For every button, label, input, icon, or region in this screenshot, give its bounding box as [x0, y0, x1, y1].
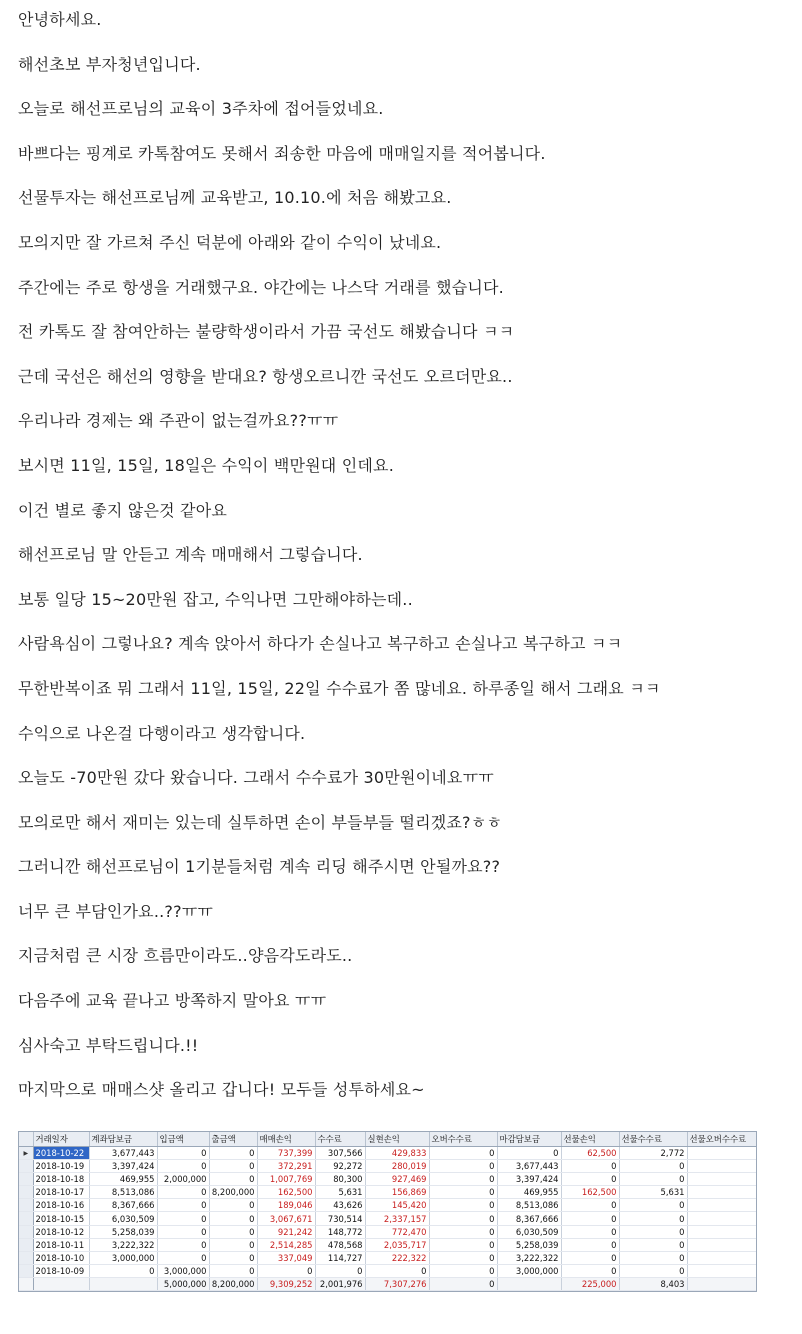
trading-journal-screenshot: [18, 1131, 757, 1292]
row-marker-cell: [19, 1251, 33, 1264]
cell-date[interactable]: 2018-10-18: [33, 1173, 89, 1186]
row-marker-cell: [19, 1212, 33, 1225]
cell-fut-fee[interactable]: 0: [619, 1212, 687, 1225]
row-marker-cell: [19, 1199, 33, 1212]
post-paragraph: 오늘로 해선프로님의 교육이 3주차에 접어들었네요.: [18, 99, 384, 119]
row-marker-cell: [19, 1225, 33, 1238]
cell-trade-pnl[interactable]: 372,291: [257, 1160, 315, 1173]
table-header-row: [19, 1132, 757, 1147]
cell-out[interactable]: 0: [209, 1251, 257, 1264]
column-header[interactable]: 매매손익: [257, 1132, 315, 1147]
cell-over-fee[interactable]: 0: [429, 1160, 497, 1173]
cell-fut-pnl[interactable]: 0: [561, 1173, 619, 1186]
table-row[interactable]: [19, 1199, 757, 1212]
row-marker-cell: [19, 1160, 33, 1173]
cell-date[interactable]: 2018-10-12: [33, 1225, 89, 1238]
post-paragraph: 선물투자는 해선프로님께 교육받고, 10.10.에 처음 해봤고요.: [18, 188, 452, 208]
column-header[interactable]: 마감담보금: [497, 1132, 561, 1147]
total-realized: 7,307,276: [365, 1277, 429, 1290]
column-header[interactable]: 실현손익: [365, 1132, 429, 1147]
cell-trade-pnl[interactable]: 162,500: [257, 1186, 315, 1199]
cell-realized[interactable]: 222,322: [365, 1251, 429, 1264]
cell-date[interactable]: 2018-10-19: [33, 1160, 89, 1173]
cell-over-fee[interactable]: 0: [429, 1264, 497, 1277]
post-paragraph: 모의로만 해서 재미는 있는데 실투하면 손이 부들부들 떨리겠죠?ㅎㅎ: [18, 812, 503, 832]
post-paragraph: 지금처럼 큰 시장 흐름만이라도..양음각도라도..: [18, 946, 353, 966]
post-paragraph: 그러니깐 해선프로님이 1기분들처럼 계속 리딩 해주시면 안될까요??: [18, 857, 501, 877]
cell-in[interactable]: 0: [157, 1160, 209, 1173]
post-paragraph: 모의지만 잘 가르쳐 주신 덕분에 아래와 같이 수익이 났네요.: [18, 232, 442, 252]
cell-out[interactable]: 0: [209, 1225, 257, 1238]
cell-deposit-balance[interactable]: 8,513,086: [89, 1186, 157, 1199]
cell-fut-pnl[interactable]: 0: [561, 1160, 619, 1173]
cell-fut-pnl[interactable]: 0: [561, 1199, 619, 1212]
cell-fut-fee[interactable]: 0: [619, 1264, 687, 1277]
cell-fut-pnl[interactable]: 62,500: [561, 1147, 619, 1160]
cell-fut-fee[interactable]: 0: [619, 1238, 687, 1251]
cell-out[interactable]: 0: [209, 1173, 257, 1186]
cell-fut-over-fee[interactable]: [687, 1160, 757, 1173]
cell-deposit-balance[interactable]: 6,030,509: [89, 1212, 157, 1225]
cell-fee[interactable]: 478,568: [315, 1238, 365, 1251]
cell-fut-pnl[interactable]: 0: [561, 1225, 619, 1238]
cell-deposit-balance[interactable]: 3,000,000: [89, 1251, 157, 1264]
cell-deposit-balance[interactable]: 3,677,443: [89, 1147, 157, 1160]
cell-realized[interactable]: 2,337,157: [365, 1212, 429, 1225]
row-marker-cell: [19, 1173, 33, 1186]
cell-deposit-balance[interactable]: 469,955: [89, 1173, 157, 1186]
cell-out[interactable]: 0: [209, 1238, 257, 1251]
cell-realized[interactable]: 280,019: [365, 1160, 429, 1173]
cell-over-fee[interactable]: 0: [429, 1212, 497, 1225]
cell-closing[interactable]: 469,955: [497, 1186, 561, 1199]
cell-realized[interactable]: 156,869: [365, 1186, 429, 1199]
cell-date[interactable]: 2018-10-10: [33, 1251, 89, 1264]
cell-date[interactable]: 2018-10-11: [33, 1238, 89, 1251]
row-marker-header: [19, 1132, 33, 1147]
total-fut-pnl: 225,000: [561, 1277, 619, 1290]
post-paragraph: 사람욕심이 그렇나요? 계속 앉아서 하다가 손실나고 복구하고 손실나고 복구하고 ㅋㅋ: [18, 634, 623, 654]
post-paragraph: 보통 일당 15~20만원 잡고, 수익나면 그만해야하는데..: [18, 589, 413, 609]
total-over-fee: 0: [429, 1277, 497, 1290]
cell-fut-over-fee[interactable]: [687, 1238, 757, 1251]
column-header[interactable]: 선물수수료: [619, 1132, 687, 1147]
column-header[interactable]: 선물손익: [561, 1132, 619, 1147]
cell-fut-pnl[interactable]: 0: [561, 1238, 619, 1251]
cell-in[interactable]: 0: [157, 1199, 209, 1212]
cell-fee[interactable]: 92,272: [315, 1160, 365, 1173]
column-header[interactable]: 선물오버수수료: [687, 1132, 757, 1147]
post-paragraph: 오늘도 -70만원 갔다 왔습니다. 그래서 수수료가 30만원이네요ㅠㅠ: [18, 768, 494, 788]
cell-fut-over-fee[interactable]: [687, 1225, 757, 1238]
cell-trade-pnl[interactable]: 0: [257, 1264, 315, 1277]
cell-closing[interactable]: 6,030,509: [497, 1225, 561, 1238]
cell-over-fee[interactable]: 0: [429, 1147, 497, 1160]
table-row[interactable]: [19, 1173, 757, 1186]
cell-fut-over-fee[interactable]: [687, 1251, 757, 1264]
cell-over-fee[interactable]: 0: [429, 1186, 497, 1199]
post-paragraph: 보시면 11일, 15일, 18일은 수익이 백만원대 인데요.: [18, 455, 395, 475]
cell-date[interactable]: 2018-10-17: [33, 1186, 89, 1199]
cell-fee[interactable]: 0: [315, 1264, 365, 1277]
totals-row: [19, 1277, 757, 1290]
cell-in[interactable]: 2,000,000: [157, 1173, 209, 1186]
cell-over-fee[interactable]: 0: [429, 1199, 497, 1212]
post-paragraph: 다음주에 교육 끝나고 방쪽하지 말아요 ㅠㅠ: [18, 991, 327, 1011]
cell-over-fee[interactable]: 0: [429, 1238, 497, 1251]
cell-in[interactable]: 0: [157, 1251, 209, 1264]
cell-fut-fee[interactable]: 0: [619, 1199, 687, 1212]
cell-fut-over-fee[interactable]: [687, 1264, 757, 1277]
row-marker-cell: [19, 1186, 33, 1199]
row-marker-cell: [19, 1277, 33, 1290]
post-paragraph: 우리나라 경제는 왜 주관이 없는걸까요??ㅠㅠ: [18, 411, 339, 431]
cell-fut-fee[interactable]: 0: [619, 1173, 687, 1186]
cell-fut-fee[interactable]: 2,772: [619, 1147, 687, 1160]
cell-fut-over-fee[interactable]: [687, 1173, 757, 1186]
trade-table-body: [19, 1147, 757, 1291]
cell-trade-pnl[interactable]: 189,046: [257, 1199, 315, 1212]
cell-fut-pnl[interactable]: 0: [561, 1212, 619, 1225]
cell-closing[interactable]: 5,258,039: [497, 1238, 561, 1251]
total-out: 8,200,000: [209, 1277, 257, 1290]
cell-in[interactable]: 0: [157, 1238, 209, 1251]
cell-deposit-balance[interactable]: 3,397,424: [89, 1160, 157, 1173]
cell-realized[interactable]: 2,035,717: [365, 1238, 429, 1251]
cell-fut-pnl[interactable]: 0: [561, 1251, 619, 1264]
table-row[interactable]: [19, 1160, 757, 1173]
trade-table: [19, 1132, 757, 1291]
post-paragraph: 안녕하세요.: [18, 10, 102, 29]
cell-realized[interactable]: 772,470: [365, 1225, 429, 1238]
post-paragraph: 바쁘다는 핑계로 카톡참여도 못해서 죄송한 마음에 매매일지를 적어봅니다.: [18, 143, 546, 163]
cell-out[interactable]: 0: [209, 1212, 257, 1225]
cell-fut-pnl[interactable]: 0: [561, 1264, 619, 1277]
cell-deposit-balance[interactable]: 8,367,666: [89, 1199, 157, 1212]
cell-closing[interactable]: 3,677,443: [497, 1160, 561, 1173]
total-fut-fee: 8,403: [619, 1277, 687, 1290]
total-closing: [497, 1277, 561, 1290]
cell-closing[interactable]: 3,222,322: [497, 1251, 561, 1264]
cell-fut-over-fee[interactable]: [687, 1199, 757, 1212]
cell-closing[interactable]: 3,000,000: [497, 1264, 561, 1277]
cell-realized[interactable]: 0: [365, 1264, 429, 1277]
cell-trade-pnl[interactable]: 737,399: [257, 1147, 315, 1160]
cell-closing[interactable]: 0: [497, 1147, 561, 1160]
cell-deposit-balance[interactable]: 3,222,322: [89, 1238, 157, 1251]
cell-in[interactable]: 0: [157, 1212, 209, 1225]
cell-date[interactable]: 2018-10-09: [33, 1264, 89, 1277]
cell-fut-pnl[interactable]: 162,500: [561, 1186, 619, 1199]
cell-fut-fee[interactable]: 0: [619, 1225, 687, 1238]
total-fee: 2,001,976: [315, 1277, 365, 1290]
post-paragraph: 이건 별로 좋지 않은것 같아요: [18, 500, 228, 520]
cell-date[interactable]: 2018-10-15: [33, 1212, 89, 1225]
cell-deposit-balance[interactable]: 0: [89, 1264, 157, 1277]
cell-out[interactable]: 8,200,000: [209, 1186, 257, 1199]
post-paragraph: 수익으로 나온걸 다행이라고 생각합니다.: [18, 723, 306, 743]
table-row[interactable]: [19, 1186, 757, 1199]
total-in: 5,000,000: [157, 1277, 209, 1290]
cell-out[interactable]: 0: [209, 1264, 257, 1277]
column-header[interactable]: 오버수수료: [429, 1132, 497, 1147]
cell-fee[interactable]: 5,631: [315, 1186, 365, 1199]
cell-over-fee[interactable]: 0: [429, 1225, 497, 1238]
cell-realized[interactable]: 927,469: [365, 1173, 429, 1186]
cell-fee[interactable]: 148,772: [315, 1225, 365, 1238]
cell-trade-pnl[interactable]: 3,067,671: [257, 1212, 315, 1225]
row-marker-cell: [19, 1238, 33, 1251]
cell-trade-pnl[interactable]: 1,007,769: [257, 1173, 315, 1186]
cell-fee[interactable]: 730,514: [315, 1212, 365, 1225]
cell-realized[interactable]: 145,420: [365, 1199, 429, 1212]
cell-out[interactable]: 0: [209, 1199, 257, 1212]
table-row[interactable]: [19, 1264, 757, 1277]
post-paragraph: 해선프로님 말 안듣고 계속 매매해서 그렇습니다.: [18, 545, 363, 565]
column-header[interactable]: 거래일자: [33, 1132, 89, 1147]
cell-out[interactable]: 0: [209, 1160, 257, 1173]
column-header[interactable]: 계좌담보금: [89, 1132, 157, 1147]
cell-fut-over-fee[interactable]: [687, 1147, 757, 1160]
cell-closing[interactable]: 8,513,086: [497, 1199, 561, 1212]
cell-in[interactable]: 0: [157, 1147, 209, 1160]
cell-fee[interactable]: 114,727: [315, 1251, 365, 1264]
cell-fut-over-fee[interactable]: [687, 1186, 757, 1199]
row-pointer-icon: ▶: [19, 1147, 33, 1160]
table-row[interactable]: [19, 1212, 757, 1225]
cell-closing[interactable]: 8,367,666: [497, 1212, 561, 1225]
table-row[interactable]: [19, 1225, 757, 1238]
row-marker-cell: [19, 1264, 33, 1277]
post-paragraph: 너무 큰 부담인가요..??ㅠㅠ: [18, 901, 214, 921]
post-paragraph: 마지막으로 매매스샷 올리고 갑니다! 모두들 성투하세요~: [18, 1080, 425, 1100]
cell-over-fee[interactable]: 0: [429, 1251, 497, 1264]
cell-fut-over-fee[interactable]: [687, 1212, 757, 1225]
post-paragraph: 주간에는 주로 항생을 거래했구요. 야간에는 나스닥 거래를 했습니다.: [18, 277, 504, 297]
cell-trade-pnl[interactable]: 921,242: [257, 1225, 315, 1238]
cell-fut-fee[interactable]: 0: [619, 1160, 687, 1173]
cell-out[interactable]: 0: [209, 1147, 257, 1160]
cell-realized[interactable]: 429,833: [365, 1147, 429, 1160]
cell-deposit-balance[interactable]: 5,258,039: [89, 1225, 157, 1238]
cell-fee[interactable]: 43,626: [315, 1199, 365, 1212]
cell-fut-fee[interactable]: 0: [619, 1251, 687, 1264]
cell-over-fee[interactable]: 0: [429, 1173, 497, 1186]
cell-fee[interactable]: 307,566: [315, 1147, 365, 1160]
total-trade-pnl: 9,309,252: [257, 1277, 315, 1290]
column-header[interactable]: 수수료: [315, 1132, 365, 1147]
table-row[interactable]: [19, 1147, 757, 1160]
table-row[interactable]: [19, 1238, 757, 1251]
cell-trade-pnl[interactable]: 337,049: [257, 1251, 315, 1264]
cell-in[interactable]: 0: [157, 1225, 209, 1238]
cell-in[interactable]: 0: [157, 1186, 209, 1199]
column-header[interactable]: 입금액: [157, 1132, 209, 1147]
total-date: [33, 1277, 89, 1290]
cell-fut-fee[interactable]: 5,631: [619, 1186, 687, 1199]
post-paragraph: 해선초보 부자청년입니다.: [18, 54, 201, 74]
post-paragraph: 전 카톡도 잘 참여안하는 불량학생이라서 가끔 국선도 해봤습니다 ㅋㅋ: [18, 322, 515, 342]
total-deposit-balance: [89, 1277, 157, 1290]
cell-closing[interactable]: 3,397,424: [497, 1173, 561, 1186]
cell-date[interactable]: 2018-10-16: [33, 1199, 89, 1212]
cell-in[interactable]: 3,000,000: [157, 1264, 209, 1277]
total-fut-over-fee: [687, 1277, 757, 1290]
post-paragraph: 심사숙고 부탁드립니다.!!: [18, 1035, 199, 1055]
cell-date[interactable]: 2018-10-22: [33, 1147, 89, 1160]
post-paragraph: 무한반복이죠 뭐 그래서 11일, 15일, 22일 수수료가 쫌 많네요. 하루종일 해서 그래요 ㅋㅋ: [18, 678, 661, 698]
table-row[interactable]: [19, 1251, 757, 1264]
cell-trade-pnl[interactable]: 2,514,285: [257, 1238, 315, 1251]
column-header[interactable]: 출금액: [209, 1132, 257, 1147]
cell-fee[interactable]: 80,300: [315, 1173, 365, 1186]
post-paragraph: 근데 국선은 해선의 영향을 받대요? 항생오르니깐 국선도 오르더만요..: [18, 366, 513, 386]
post-body: [18, 0, 788, 1115]
